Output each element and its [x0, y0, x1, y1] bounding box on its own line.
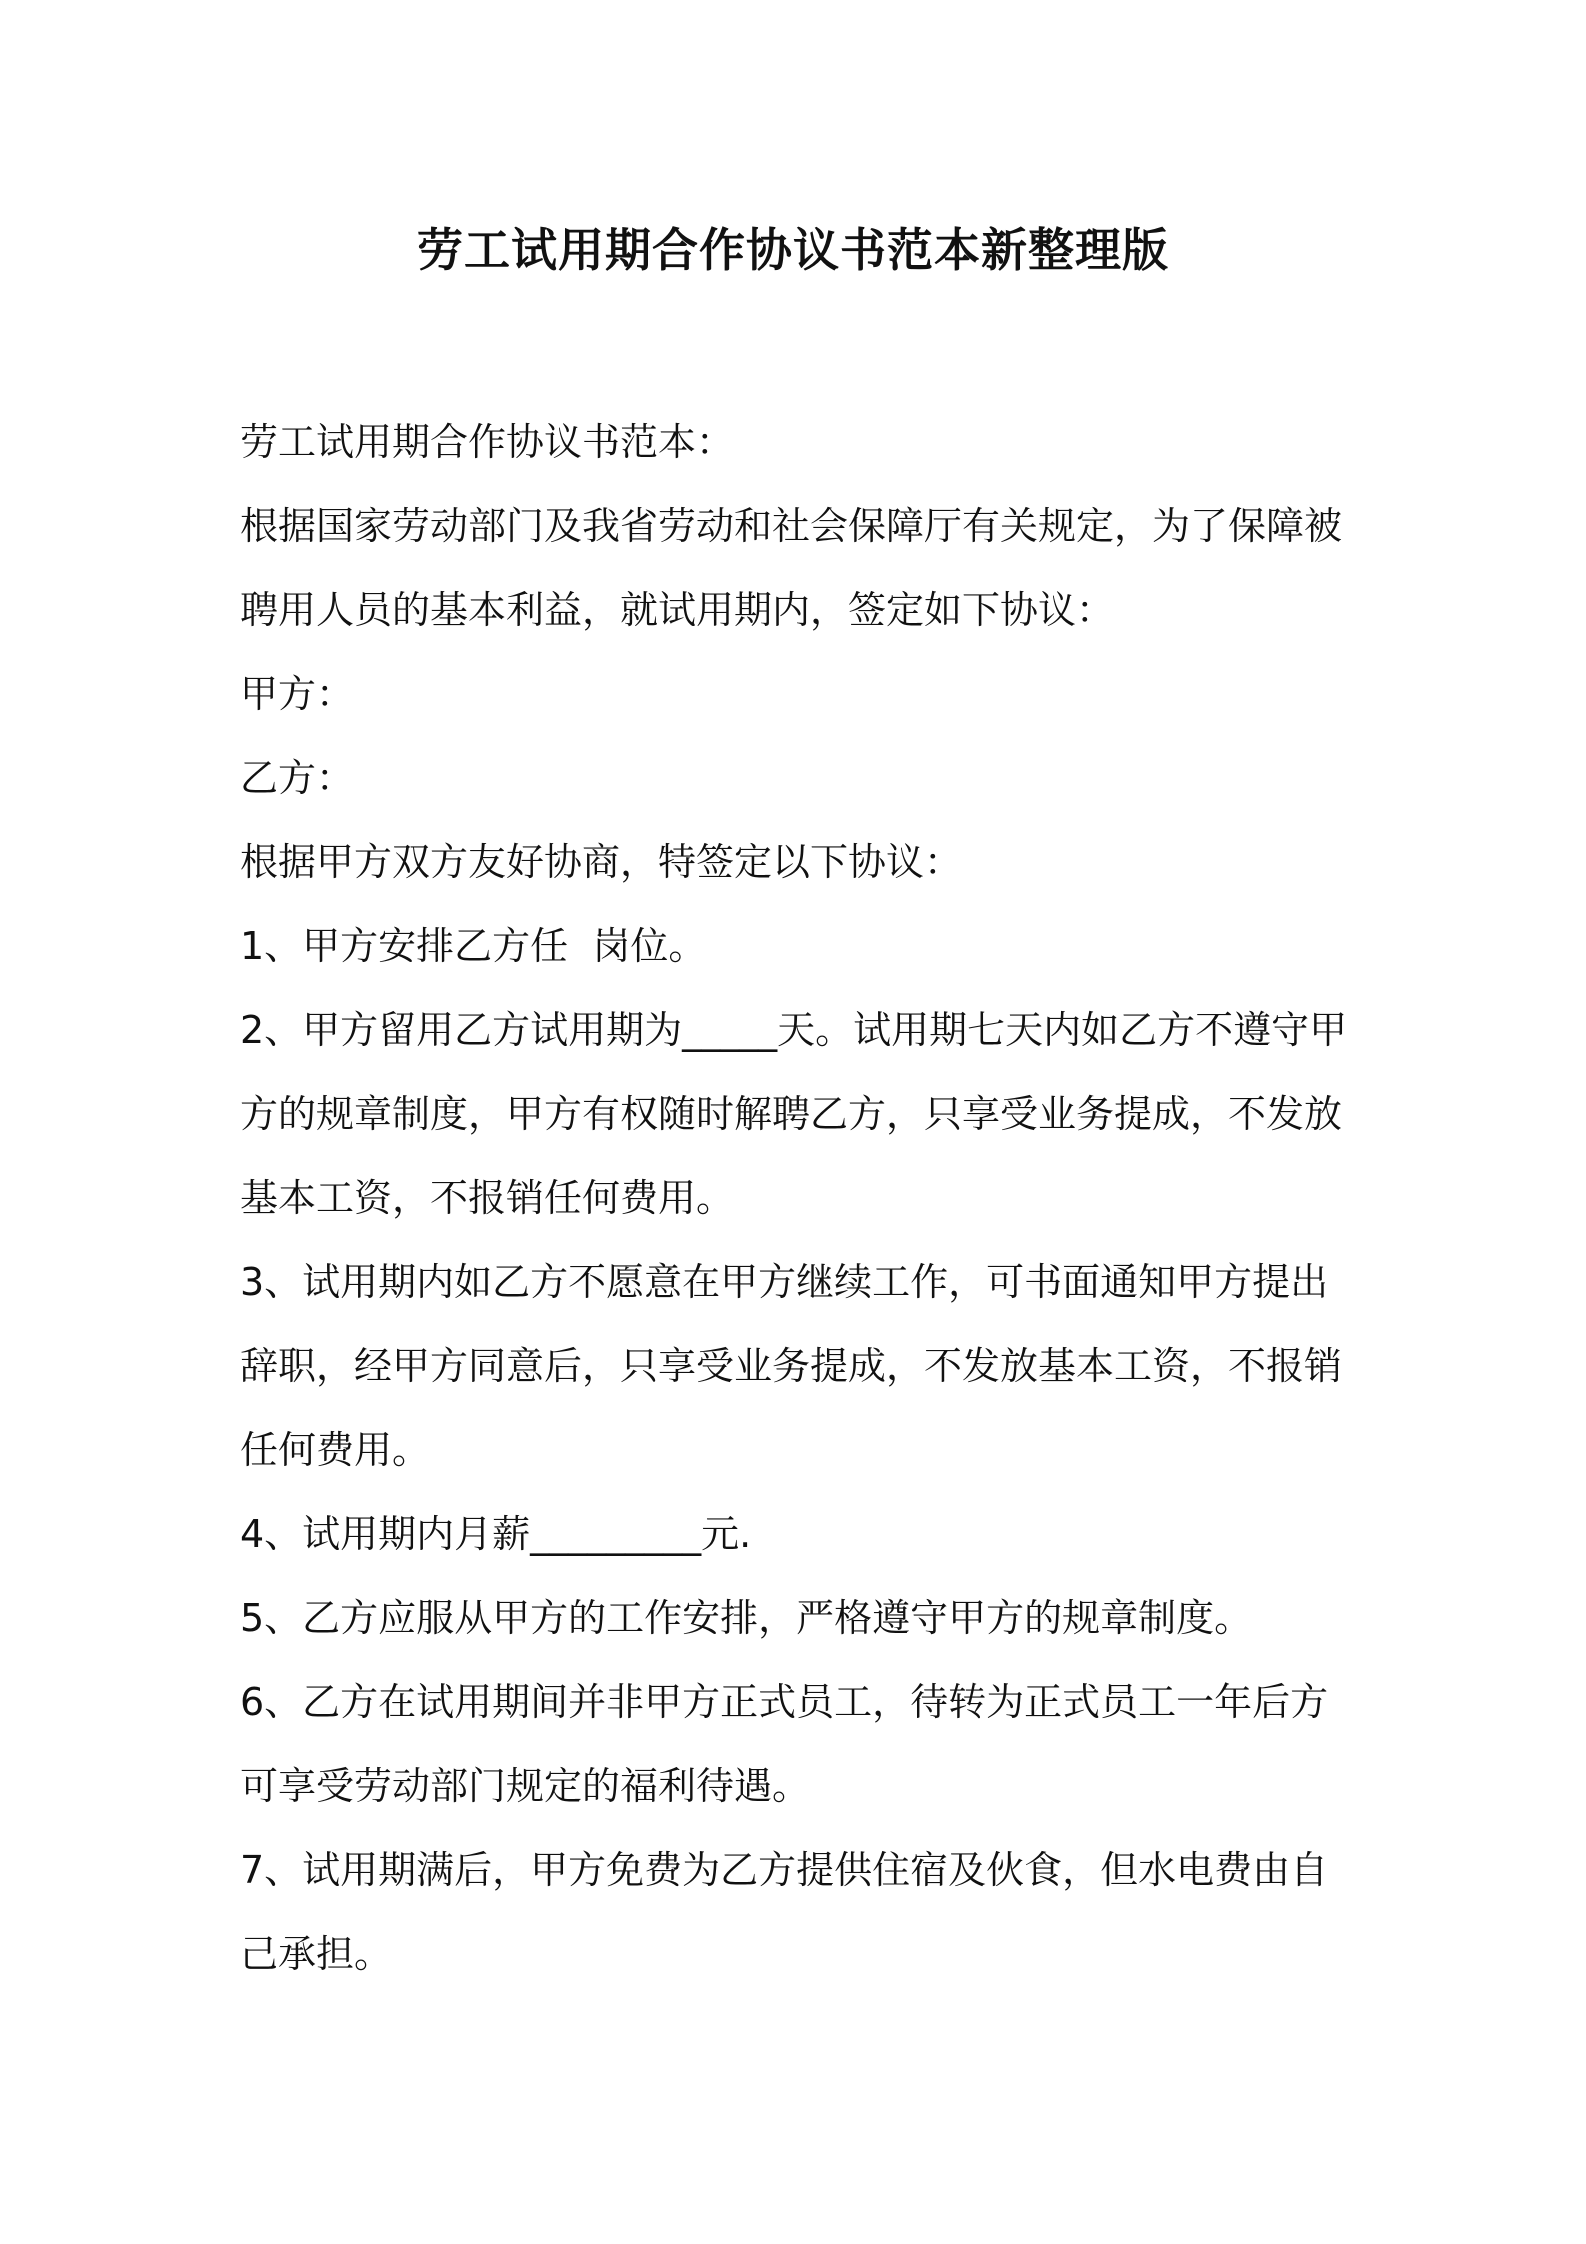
- clause-6: 6、乙方在试用期间并非甲方正式员工，待转为正式员工一年后方可享受劳动部门规定的福利待遇。: [240, 1680, 1329, 1808]
- clause-7: 7、试用期满后，甲方免费为乙方提供住宿及伙食，但水电费由自己承担。: [240, 1848, 1329, 1976]
- clause-1: 1、甲方安排乙方任 岗位。: [240, 924, 707, 968]
- paragraph-agreement-intro: 根据甲方双方友好协商，特签定以下协议：: [240, 840, 963, 884]
- document-body: [240, 400, 1360, 1996]
- party-b-line: 乙方：: [240, 756, 355, 800]
- clause-3: 3、试用期内如乙方不愿意在甲方继续工作，可书面通知甲方提出辞职，经甲方同意后，只享受业务提成，不发放基本工资，不报销任何费用。: [240, 1260, 1343, 1472]
- party-a-line: 甲方：: [240, 672, 355, 716]
- document-title: 劳工试用期合作协议书范本新整理版: [417, 223, 1169, 277]
- clause-2: 2、甲方留用乙方试用期为_____天。试用期七天内如乙方不遵守甲方的规章制度，甲方有权随时解聘乙方，只享受业务提成，不发放基本工资，不报销任何费用。: [240, 1008, 1348, 1220]
- clause-4: 4、试用期内月薪_________元.: [240, 1512, 752, 1556]
- paragraph-preamble: 根据国家劳动部门及我省劳动和社会保障厅有关规定，为了保障被聘用人员的基本利益，就试用期内，签定如下协议：: [240, 504, 1343, 632]
- clause-5: 5、乙方应服从甲方的工作安排，严格遵守甲方的规章制度。: [240, 1596, 1253, 1640]
- paragraph-intro-heading: 劳工试用期合作协议书范本：: [240, 420, 735, 464]
